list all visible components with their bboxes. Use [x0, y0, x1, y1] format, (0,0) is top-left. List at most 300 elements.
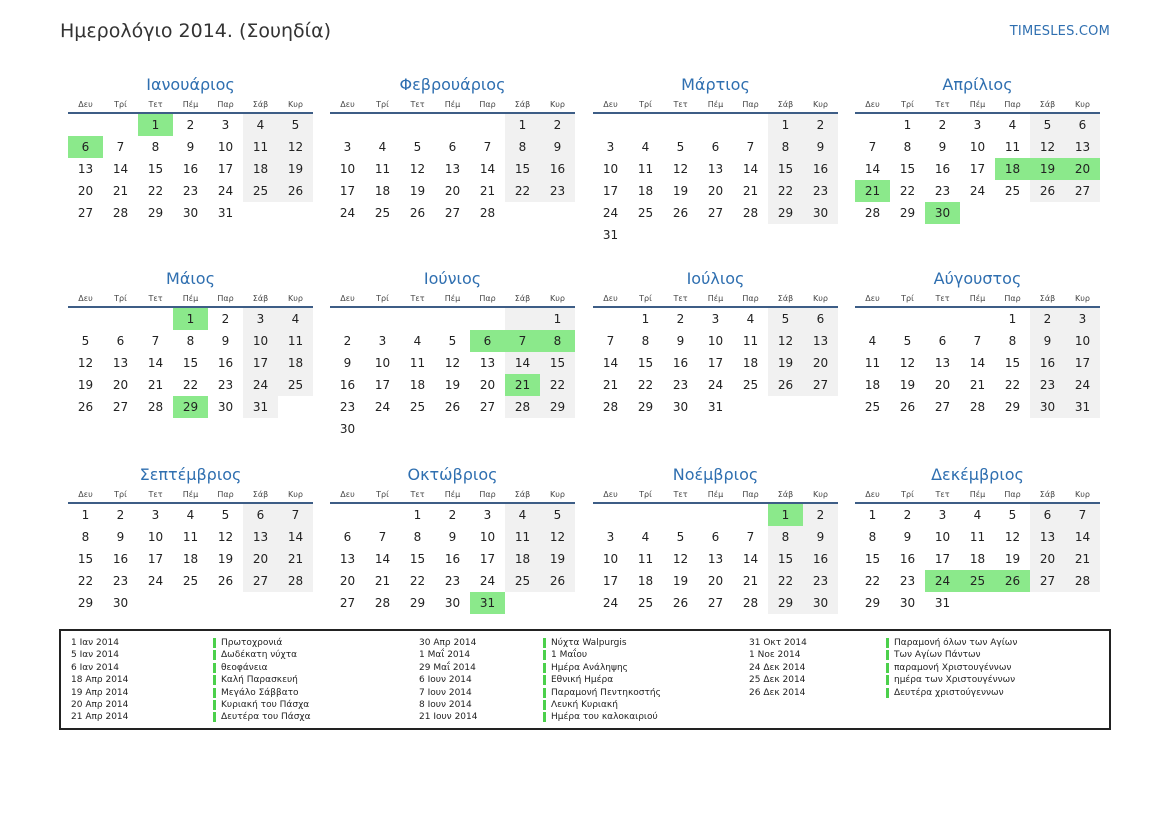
day-cell[interactable]: 23: [444, 574, 461, 588]
day-cell[interactable]: 17: [602, 574, 619, 588]
day-cell[interactable]: 9: [540, 136, 575, 158]
day-cell[interactable]: 17: [602, 184, 619, 198]
day-cell[interactable]: 20: [707, 574, 724, 588]
day-cell[interactable]: 24: [925, 570, 960, 592]
day-cell[interactable]: 22: [768, 570, 803, 592]
day-cell[interactable]: 10: [243, 330, 278, 352]
day-cell[interactable]: 25: [637, 206, 654, 220]
day-cell[interactable]: 26: [672, 596, 689, 610]
day-cell[interactable]: 17: [1065, 352, 1100, 374]
day-cell[interactable]: 24: [479, 574, 496, 588]
day-cell[interactable]: 17: [147, 552, 164, 566]
day-cell[interactable]: 20: [1065, 158, 1100, 180]
day-cell[interactable]: 22: [147, 184, 164, 198]
day-cell[interactable]: 1: [173, 308, 208, 330]
day-cell[interactable]: 27: [707, 206, 724, 220]
day-cell[interactable]: 27: [339, 596, 356, 610]
day-cell[interactable]: 18: [864, 378, 881, 392]
day-cell[interactable]: 21: [855, 180, 890, 202]
day-cell[interactable]: 8: [641, 334, 650, 348]
day-cell[interactable]: 21: [969, 378, 986, 392]
day-cell[interactable]: 12: [77, 356, 94, 370]
day-cell[interactable]: 17: [243, 352, 278, 374]
day-cell[interactable]: 25: [864, 400, 881, 414]
day-cell[interactable]: 12: [444, 356, 461, 370]
day-cell[interactable]: 19: [409, 184, 426, 198]
day-cell[interactable]: 6: [1030, 504, 1065, 526]
day-cell[interactable]: 13: [707, 162, 724, 176]
day-cell[interactable]: 28: [278, 570, 313, 592]
day-cell[interactable]: 8: [1008, 334, 1017, 348]
day-cell[interactable]: 7: [973, 334, 982, 348]
day-cell[interactable]: 5: [221, 508, 230, 522]
day-cell[interactable]: 15: [864, 552, 881, 566]
day-cell[interactable]: 22: [637, 378, 654, 392]
day-cell[interactable]: 11: [278, 330, 313, 352]
day-cell[interactable]: 13: [1065, 136, 1100, 158]
day-cell[interactable]: 30: [217, 400, 234, 414]
day-cell[interactable]: 2: [803, 114, 838, 136]
day-cell[interactable]: 22: [505, 180, 540, 202]
day-cell[interactable]: 14: [147, 356, 164, 370]
day-cell[interactable]: 23: [1030, 374, 1065, 396]
day-cell[interactable]: 24: [707, 378, 724, 392]
day-cell[interactable]: 9: [1030, 330, 1065, 352]
day-cell[interactable]: 17: [934, 552, 951, 566]
day-cell[interactable]: 20: [707, 184, 724, 198]
day-cell[interactable]: 25: [182, 574, 199, 588]
day-cell[interactable]: 10: [602, 552, 619, 566]
day-cell[interactable]: 9: [221, 334, 230, 348]
day-cell[interactable]: 3: [938, 508, 947, 522]
day-cell[interactable]: 14: [278, 526, 313, 548]
day-cell[interactable]: 23: [899, 574, 916, 588]
day-cell[interactable]: 8: [151, 140, 160, 154]
day-cell[interactable]: 2: [1030, 308, 1065, 330]
day-cell[interactable]: 26: [995, 570, 1030, 592]
day-cell[interactable]: 7: [505, 330, 540, 352]
day-cell[interactable]: 3: [973, 118, 982, 132]
day-cell[interactable]: 20: [934, 378, 951, 392]
day-cell[interactable]: 18: [637, 184, 654, 198]
day-cell[interactable]: 29: [77, 596, 94, 610]
day-cell[interactable]: 5: [81, 334, 90, 348]
day-cell[interactable]: 20: [479, 378, 496, 392]
day-cell[interactable]: 31: [602, 228, 619, 242]
day-cell[interactable]: 25: [374, 206, 391, 220]
day-cell[interactable]: 7: [151, 334, 160, 348]
day-cell[interactable]: 19: [899, 378, 916, 392]
day-cell[interactable]: 2: [540, 114, 575, 136]
day-cell[interactable]: 2: [186, 118, 195, 132]
day-cell[interactable]: 11: [637, 552, 654, 566]
day-cell[interactable]: 11: [243, 136, 278, 158]
day-cell[interactable]: 13: [77, 162, 94, 176]
day-cell[interactable]: 1: [768, 114, 803, 136]
day-cell[interactable]: 4: [243, 114, 278, 136]
day-cell[interactable]: 4: [641, 530, 650, 544]
day-cell[interactable]: 21: [505, 374, 540, 396]
day-cell[interactable]: 15: [505, 158, 540, 180]
day-cell[interactable]: 27: [707, 596, 724, 610]
day-cell[interactable]: 2: [803, 504, 838, 526]
day-cell[interactable]: 5: [278, 114, 313, 136]
day-cell[interactable]: 18: [243, 158, 278, 180]
day-cell[interactable]: 27: [444, 206, 461, 220]
day-cell[interactable]: 12: [217, 530, 234, 544]
day-cell[interactable]: 30: [803, 592, 838, 614]
day-cell[interactable]: 24: [602, 596, 619, 610]
day-cell[interactable]: 4: [278, 308, 313, 330]
day-cell[interactable]: 2: [903, 508, 912, 522]
day-cell[interactable]: 10: [479, 530, 496, 544]
day-cell[interactable]: 4: [1008, 118, 1017, 132]
day-cell[interactable]: 13: [707, 552, 724, 566]
day-cell[interactable]: 6: [116, 334, 125, 348]
day-cell[interactable]: 4: [868, 334, 877, 348]
day-cell[interactable]: 5: [676, 530, 685, 544]
day-cell[interactable]: 2: [938, 118, 947, 132]
day-cell[interactable]: 30: [803, 202, 838, 224]
day-cell[interactable]: 16: [803, 158, 838, 180]
day-cell[interactable]: 19: [217, 552, 234, 566]
day-cell[interactable]: 29: [540, 396, 575, 418]
day-cell[interactable]: 3: [606, 140, 615, 154]
day-cell[interactable]: 16: [672, 356, 689, 370]
day-cell[interactable]: 3: [221, 118, 230, 132]
day-cell[interactable]: 8: [540, 330, 575, 352]
day-cell[interactable]: 18: [409, 378, 426, 392]
day-cell[interactable]: 1: [413, 508, 422, 522]
day-cell[interactable]: 26: [444, 400, 461, 414]
day-cell[interactable]: 16: [540, 158, 575, 180]
day-cell[interactable]: 31: [707, 400, 724, 414]
day-cell[interactable]: 1: [641, 312, 650, 326]
day-cell[interactable]: 3: [606, 530, 615, 544]
day-cell[interactable]: 21: [374, 574, 391, 588]
day-cell[interactable]: 13: [444, 162, 461, 176]
day-cell[interactable]: 15: [637, 356, 654, 370]
day-cell[interactable]: 18: [182, 552, 199, 566]
day-cell[interactable]: 12: [672, 552, 689, 566]
day-cell[interactable]: 30: [444, 596, 461, 610]
day-cell[interactable]: 22: [540, 374, 575, 396]
day-cell[interactable]: 28: [969, 400, 986, 414]
day-cell[interactable]: 19: [1030, 158, 1065, 180]
day-cell[interactable]: 17: [374, 378, 391, 392]
day-cell[interactable]: 14: [864, 162, 881, 176]
day-cell[interactable]: 7: [483, 140, 492, 154]
day-cell[interactable]: 30: [112, 596, 129, 610]
day-cell[interactable]: 11: [374, 162, 391, 176]
day-cell[interactable]: 23: [803, 180, 838, 202]
day-cell[interactable]: 22: [182, 378, 199, 392]
day-cell[interactable]: 20: [77, 184, 94, 198]
day-cell[interactable]: 12: [768, 330, 803, 352]
day-cell[interactable]: 9: [803, 136, 838, 158]
day-cell[interactable]: 3: [1065, 308, 1100, 330]
day-cell[interactable]: 21: [602, 378, 619, 392]
day-cell[interactable]: 1: [540, 308, 575, 330]
day-cell[interactable]: 25: [505, 570, 540, 592]
day-cell[interactable]: 4: [973, 508, 982, 522]
brand-link[interactable]: TIMESLES.COM: [1009, 24, 1110, 39]
day-cell[interactable]: 4: [186, 508, 195, 522]
day-cell[interactable]: 12: [1004, 530, 1021, 544]
day-cell[interactable]: 12: [540, 526, 575, 548]
day-cell[interactable]: 25: [742, 378, 759, 392]
day-cell[interactable]: 5: [448, 334, 457, 348]
day-cell[interactable]: 30: [925, 202, 960, 224]
day-cell[interactable]: 14: [479, 162, 496, 176]
day-cell[interactable]: 18: [374, 184, 391, 198]
day-cell[interactable]: 23: [934, 184, 951, 198]
day-cell[interactable]: 18: [742, 356, 759, 370]
day-cell[interactable]: 18: [637, 574, 654, 588]
day-cell[interactable]: 27: [479, 400, 496, 414]
day-cell[interactable]: 20: [112, 378, 129, 392]
day-cell[interactable]: 6: [243, 504, 278, 526]
day-cell[interactable]: 10: [602, 162, 619, 176]
day-cell[interactable]: 26: [540, 570, 575, 592]
day-cell[interactable]: 28: [505, 396, 540, 418]
day-cell[interactable]: 9: [343, 356, 352, 370]
day-cell[interactable]: 23: [540, 180, 575, 202]
day-cell[interactable]: 9: [676, 334, 685, 348]
day-cell[interactable]: 8: [413, 530, 422, 544]
day-cell[interactable]: 5: [1008, 508, 1017, 522]
day-cell[interactable]: 1: [81, 508, 90, 522]
day-cell[interactable]: 23: [803, 570, 838, 592]
day-cell[interactable]: 20: [803, 352, 838, 374]
day-cell[interactable]: 15: [1004, 356, 1021, 370]
day-cell[interactable]: 28: [742, 206, 759, 220]
day-cell[interactable]: 9: [938, 140, 947, 154]
day-cell[interactable]: 15: [768, 158, 803, 180]
day-cell[interactable]: 6: [803, 308, 838, 330]
day-cell[interactable]: 11: [864, 356, 881, 370]
day-cell[interactable]: 24: [147, 574, 164, 588]
day-cell[interactable]: 13: [1030, 526, 1065, 548]
day-cell[interactable]: 6: [68, 136, 103, 158]
day-cell[interactable]: 16: [934, 162, 951, 176]
day-cell[interactable]: 24: [243, 374, 278, 396]
day-cell[interactable]: 6: [470, 330, 505, 352]
day-cell[interactable]: 17: [479, 552, 496, 566]
day-cell[interactable]: 2: [221, 312, 230, 326]
day-cell[interactable]: 19: [540, 548, 575, 570]
day-cell[interactable]: 3: [243, 308, 278, 330]
day-cell[interactable]: 22: [77, 574, 94, 588]
day-cell[interactable]: 8: [186, 334, 195, 348]
day-cell[interactable]: 26: [278, 180, 313, 202]
day-cell[interactable]: 13: [112, 356, 129, 370]
day-cell[interactable]: 14: [969, 356, 986, 370]
day-cell[interactable]: 29: [768, 202, 803, 224]
day-cell[interactable]: 19: [1004, 552, 1021, 566]
day-cell[interactable]: 7: [746, 140, 755, 154]
day-cell[interactable]: 29: [409, 596, 426, 610]
day-cell[interactable]: 26: [217, 574, 234, 588]
day-cell[interactable]: 25: [243, 180, 278, 202]
day-cell[interactable]: 21: [112, 184, 129, 198]
day-cell[interactable]: 7: [378, 530, 387, 544]
day-cell[interactable]: 1: [138, 114, 173, 136]
day-cell[interactable]: 1: [903, 118, 912, 132]
day-cell[interactable]: 16: [112, 552, 129, 566]
day-cell[interactable]: 27: [934, 400, 951, 414]
day-cell[interactable]: 4: [505, 504, 540, 526]
day-cell[interactable]: 12: [409, 162, 426, 176]
day-cell[interactable]: 7: [868, 140, 877, 154]
day-cell[interactable]: 3: [343, 140, 352, 154]
day-cell[interactable]: 12: [1030, 136, 1065, 158]
day-cell[interactable]: 5: [903, 334, 912, 348]
day-cell[interactable]: 6: [711, 530, 720, 544]
day-cell[interactable]: 26: [409, 206, 426, 220]
day-cell[interactable]: 28: [602, 400, 619, 414]
day-cell[interactable]: 10: [339, 162, 356, 176]
day-cell[interactable]: 25: [960, 570, 995, 592]
day-cell[interactable]: 8: [903, 140, 912, 154]
day-cell[interactable]: 30: [339, 422, 356, 436]
day-cell[interactable]: 3: [711, 312, 720, 326]
day-cell[interactable]: 21: [1065, 548, 1100, 570]
day-cell[interactable]: 7: [278, 504, 313, 526]
day-cell[interactable]: 16: [444, 552, 461, 566]
day-cell[interactable]: 12: [899, 356, 916, 370]
day-cell[interactable]: 4: [746, 312, 755, 326]
day-cell[interactable]: 14: [1065, 526, 1100, 548]
day-cell[interactable]: 31: [243, 396, 278, 418]
day-cell[interactable]: 10: [707, 334, 724, 348]
day-cell[interactable]: 7: [1065, 504, 1100, 526]
day-cell[interactable]: 31: [1065, 396, 1100, 418]
day-cell[interactable]: 21: [742, 184, 759, 198]
day-cell[interactable]: 21: [742, 574, 759, 588]
day-cell[interactable]: 14: [112, 162, 129, 176]
day-cell[interactable]: 16: [803, 548, 838, 570]
day-cell[interactable]: 4: [413, 334, 422, 348]
day-cell[interactable]: 15: [409, 552, 426, 566]
day-cell[interactable]: 24: [374, 400, 391, 414]
day-cell[interactable]: 19: [672, 574, 689, 588]
day-cell[interactable]: 22: [409, 574, 426, 588]
day-cell[interactable]: 13: [803, 330, 838, 352]
day-cell[interactable]: 9: [903, 530, 912, 544]
day-cell[interactable]: 6: [711, 140, 720, 154]
day-cell[interactable]: 12: [278, 136, 313, 158]
day-cell[interactable]: 17: [969, 162, 986, 176]
day-cell[interactable]: 2: [116, 508, 125, 522]
day-cell[interactable]: 2: [448, 508, 457, 522]
day-cell[interactable]: 23: [672, 378, 689, 392]
day-cell[interactable]: 15: [147, 162, 164, 176]
day-cell[interactable]: 3: [378, 334, 387, 348]
day-cell[interactable]: 28: [864, 206, 881, 220]
day-cell[interactable]: 16: [182, 162, 199, 176]
day-cell[interactable]: 30: [899, 596, 916, 610]
day-cell[interactable]: 27: [803, 374, 838, 396]
day-cell[interactable]: 14: [742, 162, 759, 176]
day-cell[interactable]: 26: [77, 400, 94, 414]
day-cell[interactable]: 13: [934, 356, 951, 370]
day-cell[interactable]: 29: [1004, 400, 1021, 414]
day-cell[interactable]: 25: [1004, 184, 1021, 198]
day-cell[interactable]: 20: [243, 548, 278, 570]
day-cell[interactable]: 10: [217, 140, 234, 154]
day-cell[interactable]: 27: [112, 400, 129, 414]
day-cell[interactable]: 16: [339, 378, 356, 392]
day-cell[interactable]: 23: [112, 574, 129, 588]
day-cell[interactable]: 22: [768, 180, 803, 202]
day-cell[interactable]: 8: [768, 136, 803, 158]
day-cell[interactable]: 30: [1030, 396, 1065, 418]
day-cell[interactable]: 11: [969, 530, 986, 544]
day-cell[interactable]: 5: [768, 308, 803, 330]
day-cell[interactable]: 18: [969, 552, 986, 566]
day-cell[interactable]: 18: [505, 548, 540, 570]
day-cell[interactable]: 4: [641, 140, 650, 154]
day-cell[interactable]: 29: [637, 400, 654, 414]
day-cell[interactable]: 11: [1004, 140, 1021, 154]
day-cell[interactable]: 27: [243, 570, 278, 592]
day-cell[interactable]: 8: [505, 136, 540, 158]
day-cell[interactable]: 29: [864, 596, 881, 610]
day-cell[interactable]: 8: [81, 530, 90, 544]
day-cell[interactable]: 7: [746, 530, 755, 544]
day-cell[interactable]: 31: [217, 206, 234, 220]
day-cell[interactable]: 5: [676, 140, 685, 154]
day-cell[interactable]: 3: [151, 508, 160, 522]
day-cell[interactable]: 30: [672, 400, 689, 414]
day-cell[interactable]: 15: [768, 548, 803, 570]
day-cell[interactable]: 10: [969, 140, 986, 154]
day-cell[interactable]: 23: [217, 378, 234, 392]
day-cell[interactable]: 22: [899, 184, 916, 198]
day-cell[interactable]: 10: [1065, 330, 1100, 352]
day-cell[interactable]: 13: [479, 356, 496, 370]
day-cell[interactable]: 9: [116, 530, 125, 544]
day-cell[interactable]: 10: [934, 530, 951, 544]
day-cell[interactable]: 26: [899, 400, 916, 414]
day-cell[interactable]: 11: [182, 530, 199, 544]
day-cell[interactable]: 14: [505, 352, 540, 374]
day-cell[interactable]: 11: [637, 162, 654, 176]
day-cell[interactable]: 12: [672, 162, 689, 176]
day-cell[interactable]: 29: [899, 206, 916, 220]
day-cell[interactable]: 6: [343, 530, 352, 544]
day-cell[interactable]: 17: [707, 356, 724, 370]
day-cell[interactable]: 13: [339, 552, 356, 566]
day-cell[interactable]: 1: [768, 504, 803, 526]
day-cell[interactable]: 20: [444, 184, 461, 198]
day-cell[interactable]: 29: [768, 592, 803, 614]
day-cell[interactable]: 5: [1030, 114, 1065, 136]
day-cell[interactable]: 11: [742, 334, 759, 348]
day-cell[interactable]: 1: [505, 114, 540, 136]
day-cell[interactable]: 24: [969, 184, 986, 198]
day-cell[interactable]: 10: [147, 530, 164, 544]
day-cell[interactable]: 15: [899, 162, 916, 176]
day-cell[interactable]: 2: [676, 312, 685, 326]
day-cell[interactable]: 5: [540, 504, 575, 526]
day-cell[interactable]: 17: [339, 184, 356, 198]
day-cell[interactable]: 24: [1065, 374, 1100, 396]
day-cell[interactable]: 20: [1030, 548, 1065, 570]
day-cell[interactable]: 30: [182, 206, 199, 220]
day-cell[interactable]: 29: [147, 206, 164, 220]
